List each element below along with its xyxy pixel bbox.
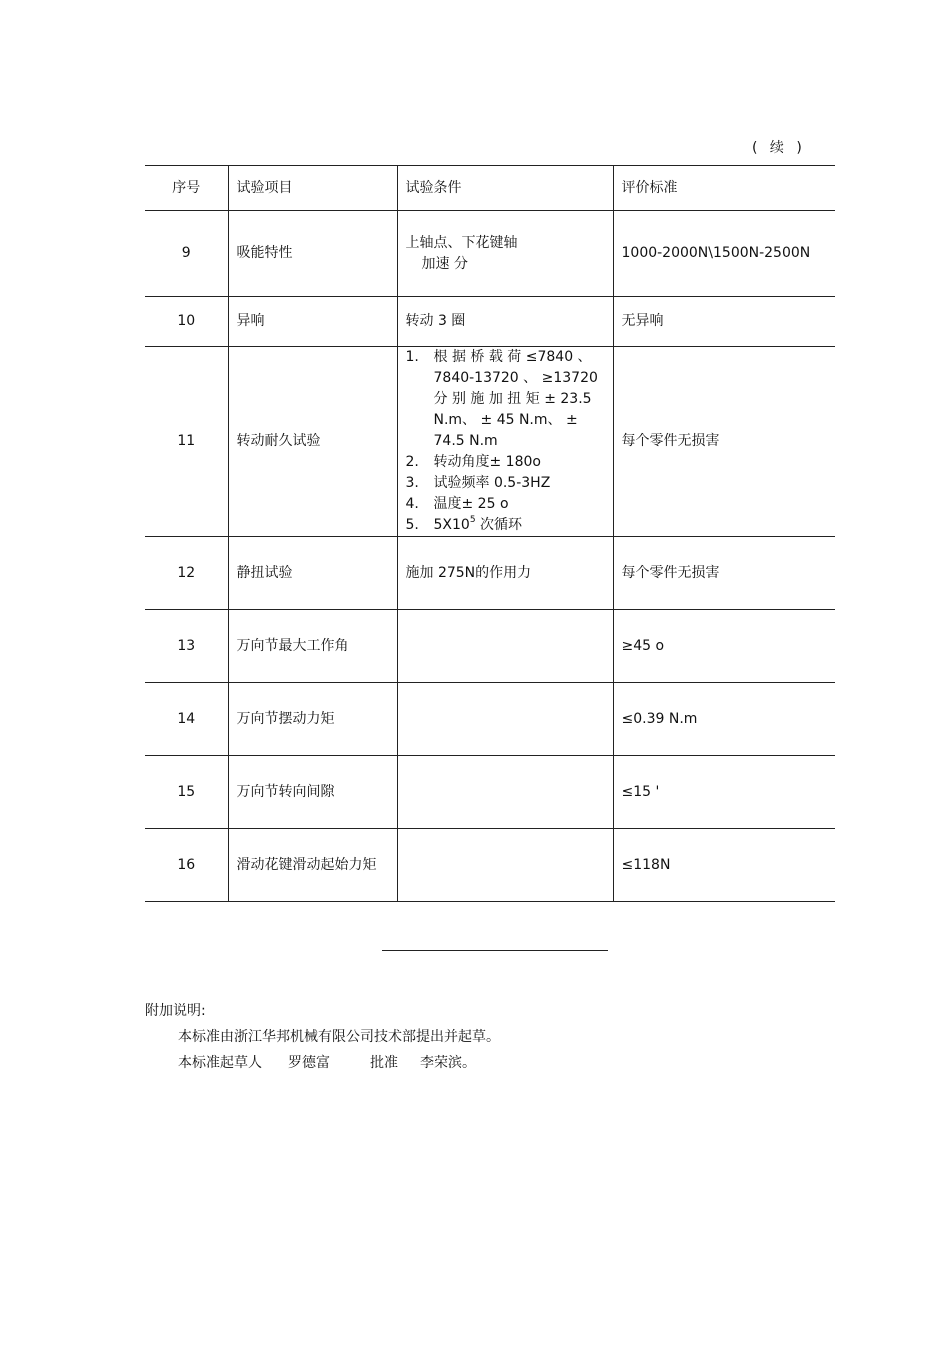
cell-condition: 转动 3 圈 — [397, 297, 613, 347]
cell-criteria: ≤15 ' — [613, 756, 835, 829]
list-number: 2. — [405, 454, 419, 470]
table-row — [145, 347, 835, 537]
list-text: 5X10 — [433, 517, 470, 533]
approver-name: 李荣滨。 — [420, 1055, 476, 1071]
cell-no: 16 — [145, 829, 228, 902]
continued-label: ( 续 ) — [752, 140, 806, 156]
list-text: 试验频率 0.5-3HZ — [433, 475, 551, 491]
condition-list-item — [406, 494, 605, 515]
cell-criteria: ≥45 o — [613, 610, 835, 683]
table-row — [145, 756, 835, 829]
cell-no: 13 — [145, 610, 228, 683]
list-text: 温度± 25 o — [433, 496, 509, 512]
cell-condition — [397, 756, 613, 829]
notes-title: 附加说明: — [145, 1003, 206, 1019]
cell-no: 12 — [145, 537, 228, 610]
list-number: 5. — [405, 517, 419, 533]
table-row — [145, 297, 835, 347]
condition-list-item — [406, 452, 605, 473]
cell-condition — [397, 347, 613, 537]
drafter-name: 罗德富 — [288, 1055, 330, 1071]
condition-line: 上轴点、下花键轴 — [405, 234, 518, 251]
cell-no: 14 — [145, 683, 228, 756]
cell-condition: 施加 275N的作用力 — [397, 537, 613, 610]
list-text: 次循环 — [475, 517, 522, 533]
list-text: 转动角度± 180o — [433, 454, 541, 470]
list-number: 4. — [405, 496, 419, 512]
cell-item: 转动耐久试验 — [228, 347, 397, 537]
header-criteria: 评价标准 — [613, 166, 835, 211]
table-row — [145, 610, 835, 683]
notes-line: 本标准由浙江华邦机械有限公司技术部提出并起草。 — [178, 1029, 500, 1045]
condition-list-item — [406, 515, 605, 536]
header-item: 试验项目 — [228, 166, 397, 211]
cell-condition — [397, 829, 613, 902]
condition-line: 加速 分 — [421, 255, 468, 272]
condition-list-item — [406, 347, 605, 452]
table-row — [145, 829, 835, 902]
table-header-row — [145, 166, 835, 211]
cell-criteria: 每个零件无损害 — [613, 537, 835, 610]
cell-item: 异响 — [228, 297, 397, 347]
list-number: 1. — [405, 349, 419, 365]
approver-label: 批准 — [370, 1055, 398, 1071]
cell-item: 万向节摆动力矩 — [228, 683, 397, 756]
cell-condition — [397, 211, 613, 297]
notes-drafters — [145, 1050, 500, 1076]
cell-item: 滑动花键滑动起始力矩 — [228, 829, 397, 902]
condition-list — [406, 347, 605, 536]
list-number: 3. — [405, 475, 419, 491]
cell-item: 静扭试验 — [228, 537, 397, 610]
cell-item: 吸能特性 — [228, 211, 397, 297]
cell-no: 15 — [145, 756, 228, 829]
cell-criteria: ≤0.39 N.m — [613, 683, 835, 756]
cell-item: 万向节转向间隙 — [228, 756, 397, 829]
cell-condition — [397, 610, 613, 683]
table-row — [145, 683, 835, 756]
additional-notes — [145, 998, 500, 1076]
end-rule — [382, 950, 608, 951]
cell-criteria: 无异响 — [613, 297, 835, 347]
cell-no: 9 — [145, 211, 228, 297]
list-text: 根 据 桥 载 荷 ≤7840 、 7840-13720 、 ≥13720 分 别 施 加 扭 矩 ± 23.5 N.m、 ± 45 N.m、 ± 74.5 N.m — [433, 349, 598, 449]
table-row — [145, 537, 835, 610]
drafter-label: 本标准起草人 — [178, 1055, 262, 1071]
cell-item: 万向节最大工作角 — [228, 610, 397, 683]
cell-condition — [397, 683, 613, 756]
test-spec-table — [145, 165, 835, 902]
condition-list-item — [406, 473, 605, 494]
exponent: 5 — [469, 515, 476, 525]
cell-no: 11 — [145, 347, 228, 537]
cell-criteria: 每个零件无损害 — [613, 347, 835, 537]
cell-criteria: 1000-2000N\1500N-2500N — [613, 211, 835, 297]
header-condition: 试验条件 — [397, 166, 613, 211]
cell-criteria: ≤118N — [613, 829, 835, 902]
header-no: 序号 — [145, 166, 228, 211]
cell-no: 10 — [145, 297, 228, 347]
table-row — [145, 211, 835, 297]
